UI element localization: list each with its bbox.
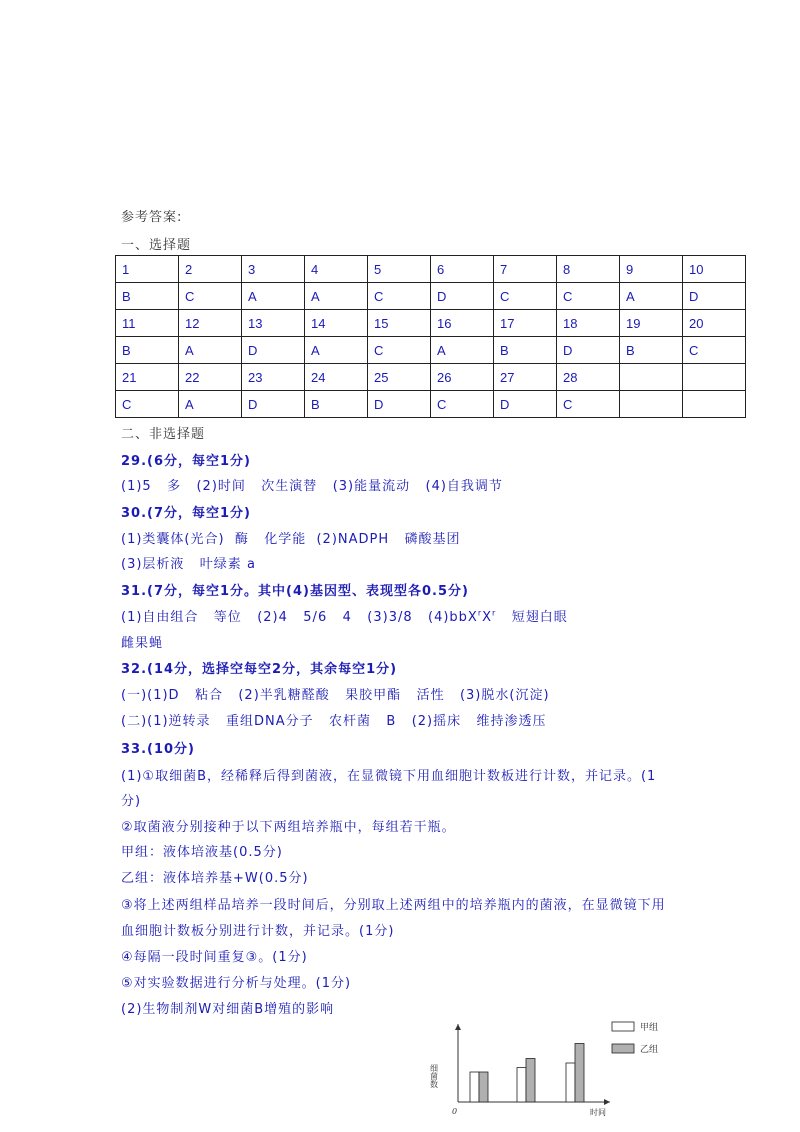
table-cell: 3 — [242, 256, 305, 283]
table-row — [116, 391, 746, 418]
x-axis-arrow — [604, 1099, 610, 1105]
bar-jia-3 — [566, 1063, 575, 1102]
q31-answer-mid: X — [482, 610, 493, 625]
q32-answer-2: (二)(1)逆转录 重组DNA分子 农杆菌 B (2)摇床 维持渗透压 — [121, 714, 547, 729]
table-cell: C — [368, 337, 431, 364]
table-cell: A — [620, 283, 683, 310]
q33-line-8: ④每隔一段时间重复③。(1分) — [121, 950, 308, 965]
table-cell: 18 — [557, 310, 620, 337]
table-cell: D — [242, 391, 305, 418]
q33-line-7: 血细胞计数板分别进行计数，并记录。(1分) — [121, 924, 395, 939]
q33-line-4: 甲组：液体培液基(0.5分) — [121, 845, 283, 860]
table-cell: 20 — [683, 310, 746, 337]
table-cell: 8 — [557, 256, 620, 283]
table-cell: A — [305, 337, 368, 364]
q33-line-9: ⑤对实验数据进行分析与处理。(1分) — [121, 976, 352, 991]
table-cell: 2 — [179, 256, 242, 283]
table-cell: 13 — [242, 310, 305, 337]
q33-line-5: 乙组：液体培养基+W(0.5分) — [121, 871, 309, 886]
table-cell: 11 — [116, 310, 179, 337]
q31-heading: 31.(7分，每空1分。其中(4)基因型、表现型各0.5分) — [121, 584, 469, 599]
origin-label: 0 — [452, 1107, 458, 1116]
x-axis-label: 时间 — [590, 1108, 606, 1117]
y-axis-arrow — [455, 1024, 461, 1030]
q30-answer-1: (1)类囊体(光合) 酶 化学能 (2)NADPH 磷酸基团 — [121, 532, 461, 547]
table-cell: C — [116, 391, 179, 418]
q31-answer-pre: (1)自由组合 等位 (2)4 5/6 4 (3)3/8 (4)bbX — [121, 610, 478, 625]
q31-sup-1: r — [477, 608, 483, 618]
table-cell: 10 — [683, 256, 746, 283]
answer-header: 参考答案: — [121, 210, 183, 225]
table-cell: C — [557, 391, 620, 418]
table-row — [116, 364, 746, 391]
table-cell: 1 — [116, 256, 179, 283]
table-cell: 22 — [179, 364, 242, 391]
table-cell — [620, 364, 683, 391]
table-cell: 23 — [242, 364, 305, 391]
table-cell: 5 — [368, 256, 431, 283]
legend-label-yi: 乙组 — [640, 1045, 659, 1055]
table-row — [116, 337, 746, 364]
table-cell: 27 — [494, 364, 557, 391]
q29-heading: 29.(6分，每空1分) — [121, 454, 252, 469]
table-cell: 17 — [494, 310, 557, 337]
table-cell: 12 — [179, 310, 242, 337]
q33-line-2: 分) — [121, 794, 142, 809]
q31-answer-2: 雌果蝇 — [121, 636, 164, 651]
q33-line-6: ③将上述两组样品培养一段时间后，分别取上述两组中的培养瓶内的菌液，在显微镜下用 — [121, 898, 666, 913]
q30-answer-2: (3)层析液 叶绿素 a — [121, 557, 256, 572]
table-cell: D — [494, 391, 557, 418]
bar-yi-2 — [526, 1059, 535, 1103]
table-cell — [683, 391, 746, 418]
table-cell: C — [557, 283, 620, 310]
q33-line-10: (2)生物制剂W对细菌B增殖的影响 — [121, 1002, 335, 1017]
legend-swatch-jia — [612, 1022, 634, 1031]
table-cell: C — [368, 283, 431, 310]
q29-answer: (1)5 多 (2)时间 次生演替 (3)能量流动 (4)自我调节 — [121, 479, 503, 494]
bacteria-growth-chart — [420, 1014, 690, 1118]
table-cell: D — [431, 283, 494, 310]
y-axis-label: 细菌数 — [429, 1064, 439, 1088]
q31-answer-post: 短翅白眼 — [496, 610, 568, 625]
table-cell: 25 — [368, 364, 431, 391]
table-cell: 26 — [431, 364, 494, 391]
table-row — [116, 283, 746, 310]
table-cell: A — [242, 283, 305, 310]
table-cell: A — [431, 337, 494, 364]
q33-line-3: ②取菌液分别接种于以下两组培养瓶中，每组若干瓶。 — [121, 820, 456, 835]
table-cell: D — [683, 283, 746, 310]
table-cell: B — [116, 337, 179, 364]
section2-title: 二、非选择题 — [121, 427, 206, 442]
table-cell: 6 — [431, 256, 494, 283]
table-cell: A — [179, 337, 242, 364]
table-cell: D — [557, 337, 620, 364]
table-cell: 24 — [305, 364, 368, 391]
bar-jia-2 — [517, 1068, 526, 1103]
table-cell: 28 — [557, 364, 620, 391]
section1-title: 一、选择题 — [121, 238, 192, 253]
bar-yi-1 — [479, 1072, 488, 1102]
q33-line-1: (1)①取细菌B，经稀释后得到菌液，在显微镜下用血细胞计数板进行计数，并记录。(1 — [121, 769, 657, 784]
table-cell: B — [620, 337, 683, 364]
table-cell: 14 — [305, 310, 368, 337]
legend-swatch-yi — [612, 1044, 634, 1053]
table-cell: 15 — [368, 310, 431, 337]
table-cell: B — [494, 337, 557, 364]
table-cell: A — [179, 391, 242, 418]
table-cell: A — [305, 283, 368, 310]
table-cell: 16 — [431, 310, 494, 337]
q32-answer-1: (一)(1)D 粘合 (2)半乳糖醛酸 果胶甲酯 活性 (3)脱水(沉淀) — [121, 688, 550, 703]
table-row — [116, 256, 746, 283]
q32-heading: 32.(14分，选择空每空2分，其余每空1分) — [121, 662, 398, 677]
table-cell: C — [179, 283, 242, 310]
legend-label-jia: 甲组 — [640, 1023, 659, 1033]
table-cell: D — [368, 391, 431, 418]
q30-heading: 30.(7分，每空1分) — [121, 506, 252, 521]
table-cell: C — [683, 337, 746, 364]
table-cell: 7 — [494, 256, 557, 283]
q31-sup-2: r — [492, 608, 497, 618]
table-cell: 9 — [620, 256, 683, 283]
table-cell: D — [242, 337, 305, 364]
bar-jia-1 — [470, 1072, 479, 1102]
table-cell: 19 — [620, 310, 683, 337]
table-cell: 21 — [116, 364, 179, 391]
table-cell: B — [305, 391, 368, 418]
table-cell: B — [116, 283, 179, 310]
choice-answer-table — [115, 255, 746, 418]
table-cell — [620, 391, 683, 418]
table-cell: C — [494, 283, 557, 310]
table-cell — [683, 364, 746, 391]
table-cell: C — [431, 391, 494, 418]
table-cell: 4 — [305, 256, 368, 283]
bar-yi-3 — [575, 1044, 584, 1103]
table-row — [116, 310, 746, 337]
q31-answer-1 — [121, 606, 568, 625]
q33-heading: 33.(10分) — [121, 742, 196, 757]
